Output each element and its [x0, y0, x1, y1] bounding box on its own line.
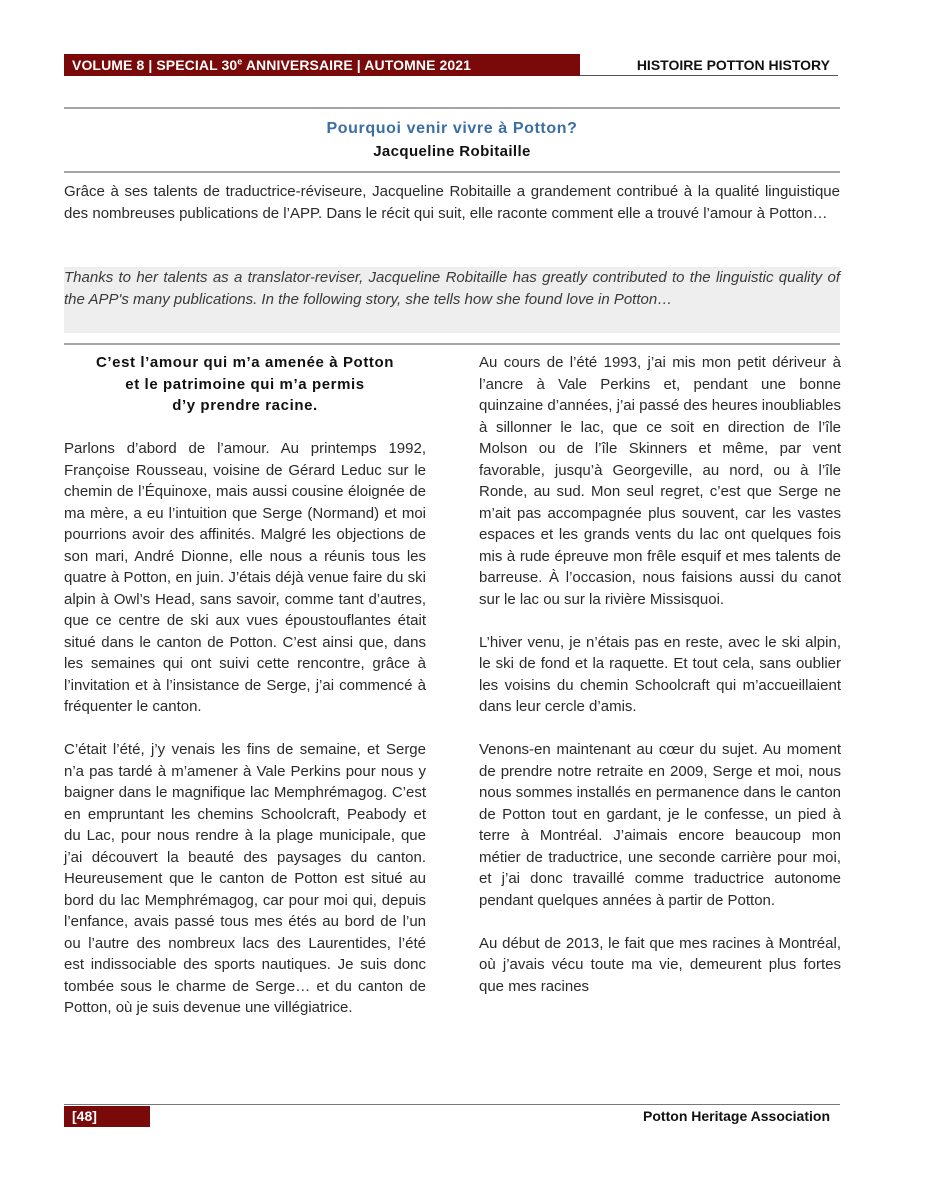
title-divider [64, 171, 840, 173]
top-divider [64, 107, 840, 109]
section-heading-line-2: et le patrimoine qui m’a permis [125, 375, 365, 393]
header-underline [580, 75, 838, 76]
intro-french: Grâce à ses talents de traductrice-réviseure, Jacqueline Robitaille a grandement contribué à la qualité linguistique des nombreuses publications de l’APP. Dans le récit qui suit, elle raconte comment elle a trouvé l’amour à Potton… [64, 183, 840, 222]
footer-rule [64, 1104, 840, 1105]
header-volume-label-post: ANNIVERSAIRE | AUTOMNE 2021 [242, 57, 472, 73]
article-author: Jacqueline Robitaille [373, 143, 531, 160]
section-heading-line-3: d’y prendre racine. [172, 397, 318, 414]
header-volume-label-pre: VOLUME 8 | SPECIAL 30 [72, 57, 238, 73]
header-volume-superscript: e [237, 56, 243, 67]
page-number: [48] [64, 1106, 150, 1127]
header-publication-title: HISTOIRE POTTON HISTORY [636, 57, 830, 73]
body-paragraph: Venons-en maintenant au cœur du sujet. Au moment de prendre notre retraite en 2009, Serge et moi, nous nous sommes installés en permanence dans le canton de Potton tout en gardant, je le confesse, un pied à terre à Montréal. J’aimais encore beaucoup mon métier de traductrice, une seconde carrière pour moi, et j’ai donc travaillé comme traductrice autonome pendant quelques années à partir de Potton. [479, 741, 841, 909]
body-paragraph: Au début de 2013, le fait que mes racines à Montréal, où j’avais vécu toute ma vie, demeurent plus fortes que mes racines [479, 934, 841, 995]
header-volume-bar [64, 54, 580, 76]
right-column [479, 352, 841, 1019]
footer-organization: Potton Heritage Association [643, 1108, 830, 1124]
article-title: Pourquoi venir vivre à Potton? [326, 120, 578, 137]
left-column [64, 352, 426, 1040]
intro-english: Thanks to her talents as a translator-reviser, Jacqueline Robitaille has greatly contributed to the linguistic quality of the APP's many publications. In the following story, she tells how she found love in Potton… [64, 267, 840, 333]
body-paragraph: C’était l’été, j’y venais les fins de semaine, et Serge n’a pas tardé à m’amener à Vale Perkins pour nous y baigner dans le magnifique lac Memphrémagog. C’est en empruntant les chemins Schoolcraft, Peabody et du Lac, pour nous rendre à la plage municipale, que j’ai découvert la beauté des paysages du canton. Heureusement que le canton de Potton est situé au bord du lac Memphrémagog, car pour moi qui, depuis l’enfance, avais passé tous mes étés au bord de l’un ou l’autre des nombreux lacs des Laurentides, l’été est indissociable des sports nautiques. Je suis donc tombée sous le charme de Serge… et du canton de Potton, où je suis devenue une villégiatrice. [64, 741, 426, 1016]
body-paragraph: Parlons d’abord de l’amour. Au printemps 1992, Françoise Rousseau, voisine de Gérard Leduc sur le chemin de l’Équinoxe, mais aussi cousine éloignée de ma mère, a eu l’intuition que Serge (Normand) et moi pourrions avoir des affinités. Malgré les objections de son mari, André Dionne, elle nous a réunis tous les quatre à Potton, en juin. J’étais déjà venue faire du ski alpin à Owl’s Head, sans savoir, comme tant d’autres, que ce centre de ski aux vues époustouflantes était situé dans le canton de Potton. C’est ainsi que, dans les semaines qui ont suivi cette rencontre, grâce à l’invitation et à l’insistance de Serge, j’ai commencé à fréquenter le canton. [64, 440, 426, 715]
body-paragraph: L’hiver venu, je n’étais pas en reste, avec le ski alpin, le ski de fond et la raquette. Et tout cela, sans oublier les voisins du chemin Schoolcraft qui m’accueillaient dans leur cercle d’amis. [479, 633, 841, 715]
section-heading-line-1: C’est l’amour qui m’a amenée à Potton [95, 354, 395, 371]
section-heading [64, 352, 426, 417]
body-paragraph: Au cours de l’été 1993, j’ai mis mon petit dériveur à l’ancre à Vale Perkins et, pendant une bonne quinzaine d’années, j’ai passé des heures inoubliables à sillonner le lac, que ce soit en direction de l’île Molson ou de l’île Skinners et même, par vent favorable, jusqu’à Georgeville, au nord, ou à l’île Ronde, au sud. Mon seul regret, c’est que Serge ne m’ait pas accompagnée plus souvent, car les vastes espaces et les grands vents du lac ont quelques fois mis à rude épreuve mon frêle esquif et mes talents de barreuse. À l’occasion, nous faisions aussi du canot sur le lac ou sur la rivière Missisquoi. [479, 354, 841, 608]
intro-divider [64, 343, 840, 345]
